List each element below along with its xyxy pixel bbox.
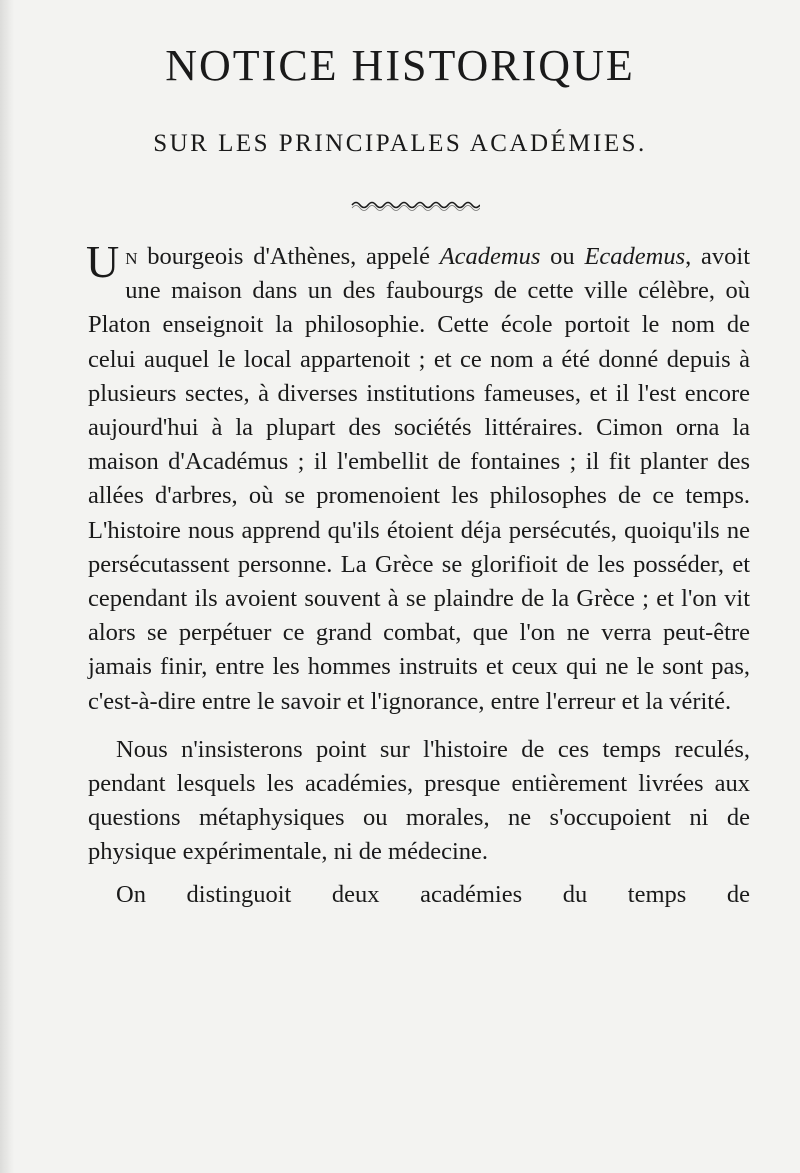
- text-segment: , avoit une maison dans un des faubourgs de cette ville célèbre, où Platon enseignoit la philosophie. Cette école portoit le nom de celui auquel le local appartenoit ; et ce nom a été donné depuis à plusieurs sectes, à diverses institutions fameuses, et il l'est encore aujourd'hui à la plupart des sociétés littéraires. Cimon orna la maison d'Académus ; il l'embellit de fontaines ; il fit planter des allées d'arbres, où se promenoient les philosophes de ce temps. L'histoire nous apprend qu'ils étoient déja persécutés, quoiqu'ils ne persécutassent personne. La Grèce se glorifioit de les posséder, et cependant ils avoient souvent à se plaindre de la Grèce ; et l'on vit alors se perpétuer ce grand combat, que l'on ne verra peut-être jamais finir, entre les hommes instruits et ceux qui ne le sont pas, c'est-à-dire entre le savoir et l'ignorance, entre l'erreur et la vérité.: [88, 243, 751, 715]
- text-segment: ou: [540, 243, 585, 270]
- italic-name: Ecademus: [584, 243, 686, 270]
- paragraph: Nous n'insisterons point sur l'histoire de ces temps reculés, pendant lesquels les académies, presque entièrement livrées aux questions métaphysiques ou morales, ne s'occupoient ni de physique expérimentale, ni de médecine.: [88, 735, 750, 866]
- paragraph: [86, 236, 751, 719]
- body-text: [86, 236, 751, 912]
- italic-name: Academus: [439, 243, 541, 270]
- drop-initial: U: [86, 236, 120, 287]
- ornament-divider: [350, 198, 480, 212]
- page-title: NOTICE HISTORIQUE: [165, 41, 635, 90]
- paragraph: On distinguoit deux académies du temps de: [116, 880, 750, 908]
- page-subtitle: SUR LES PRINCIPALES ACADÉMIES.: [153, 130, 647, 157]
- small-caps-letter: n: [125, 243, 138, 270]
- text-segment: bourgeois d'Athènes, appelé: [137, 243, 440, 270]
